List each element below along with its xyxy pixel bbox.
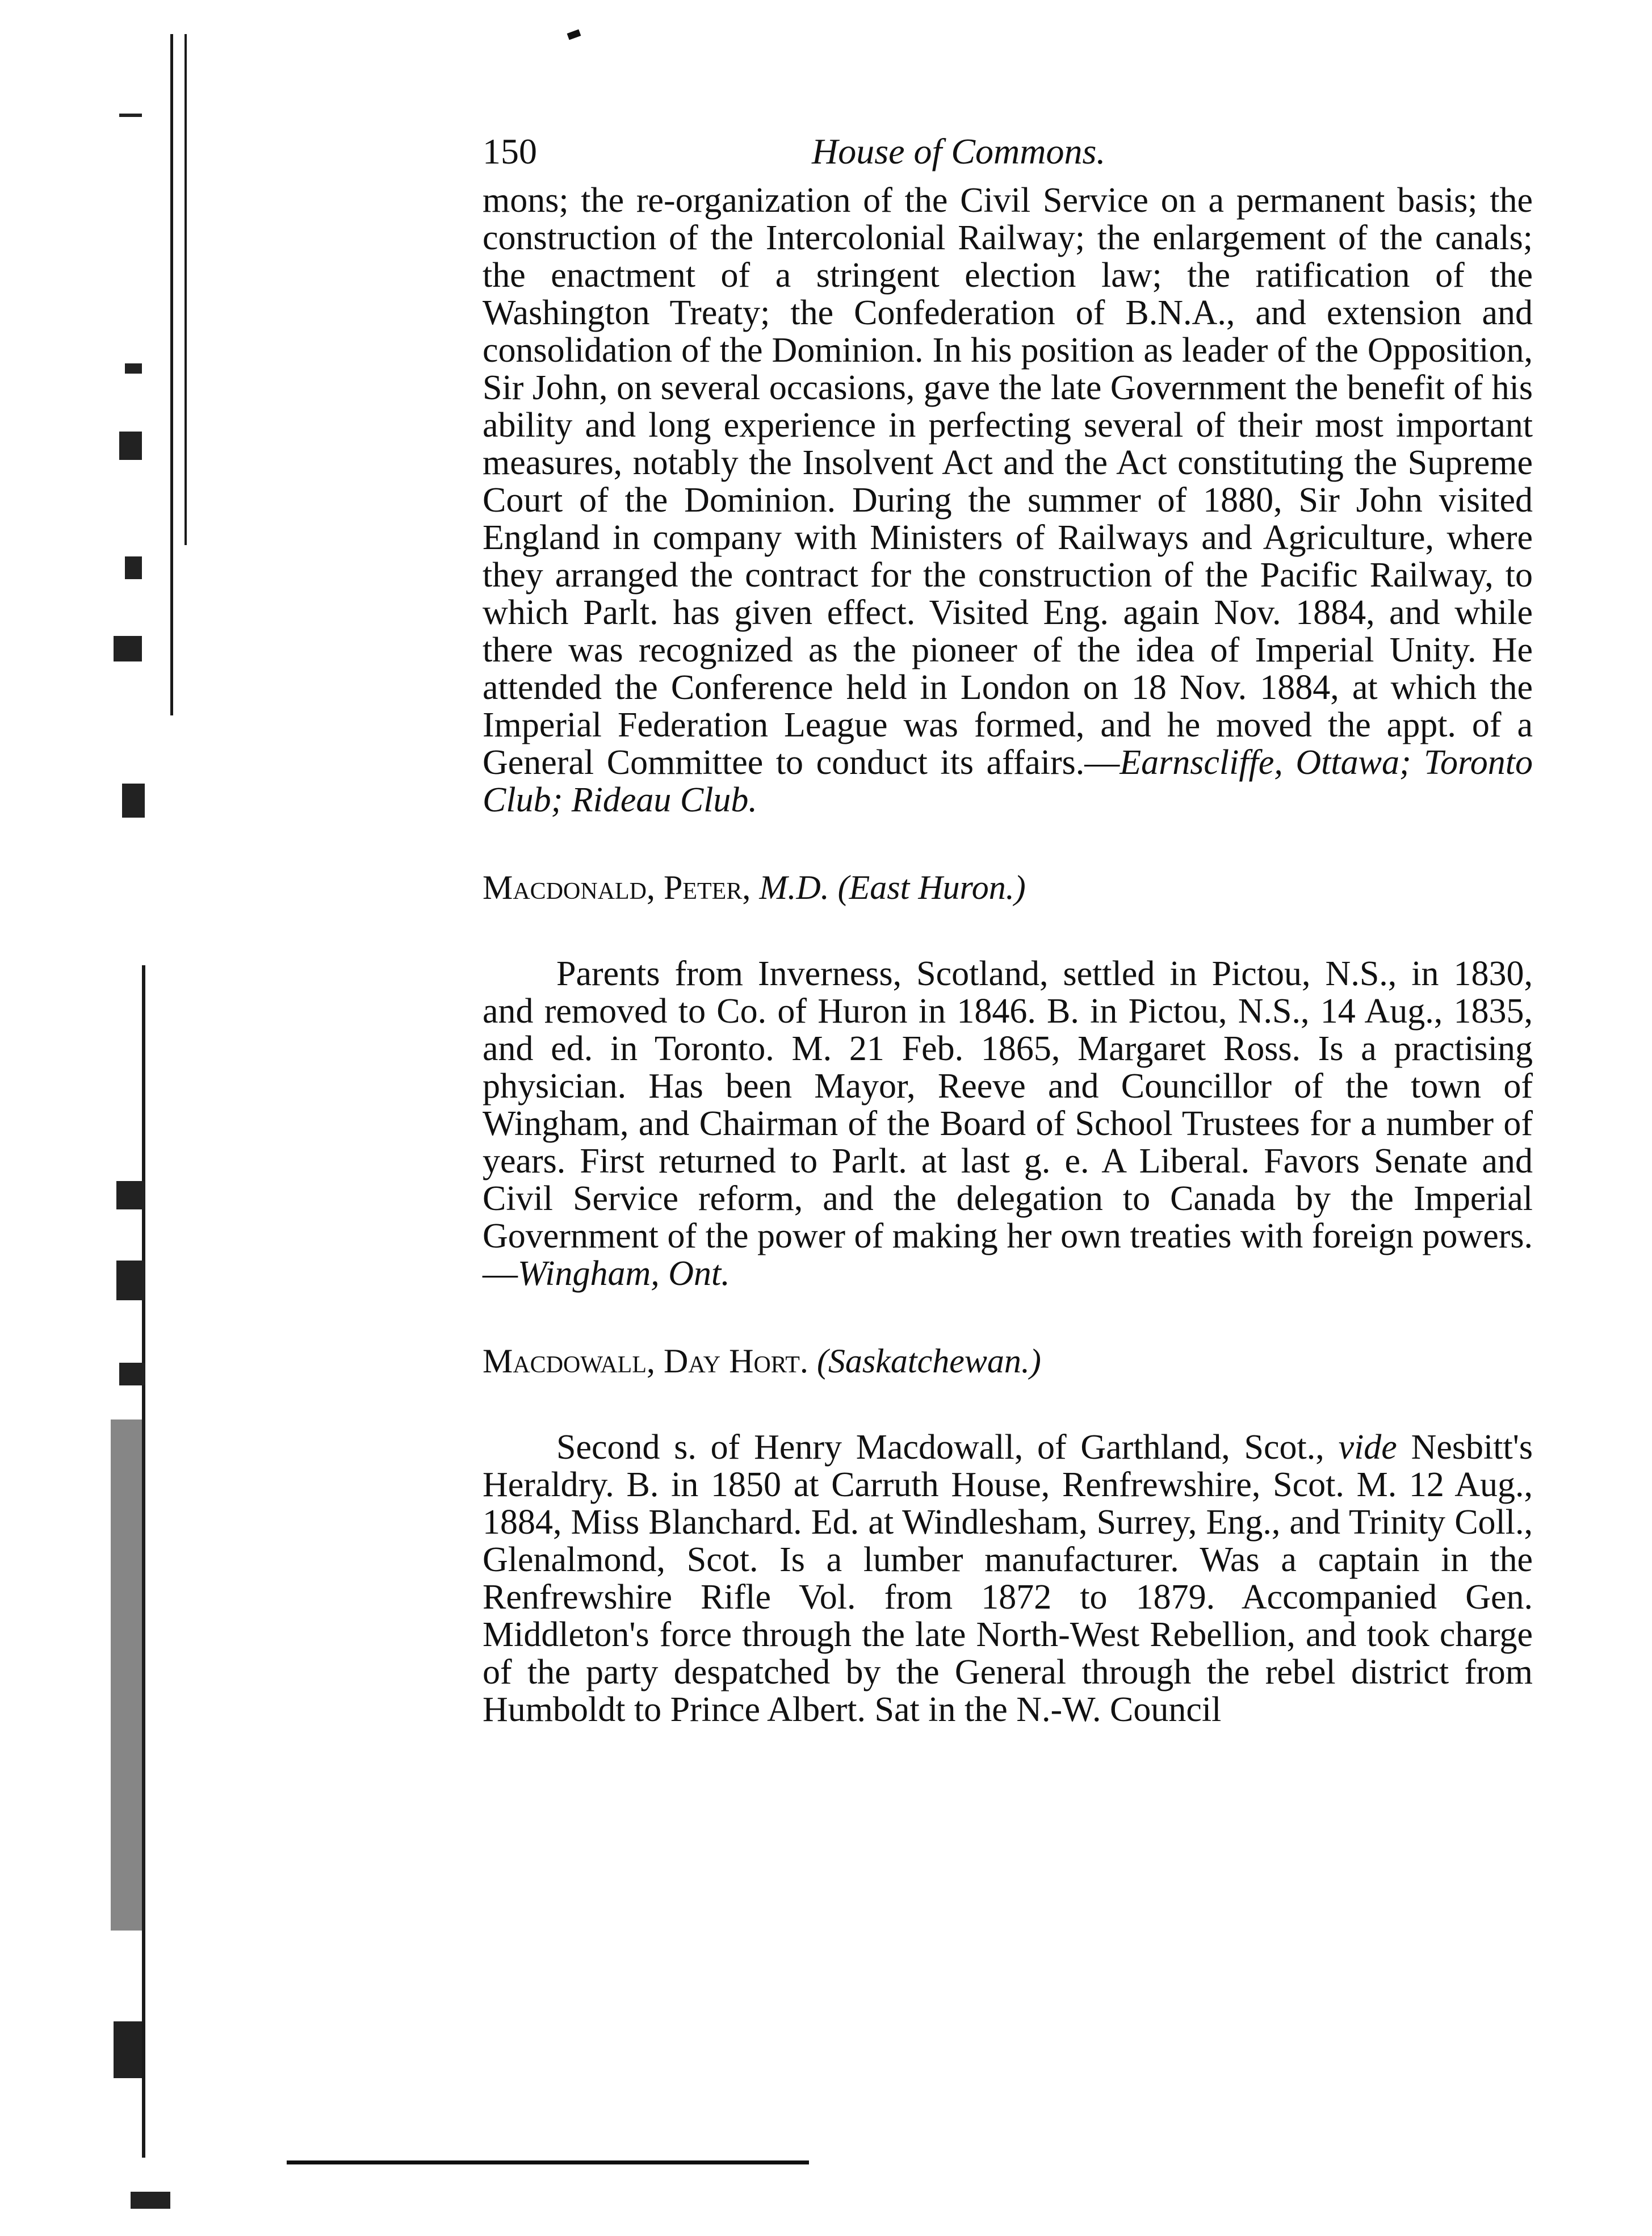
entry-paragraph-macdonald (483, 955, 1533, 1292)
entry-name: Macdowall, Day Hort. (483, 1342, 808, 1380)
top-ink-mark (567, 30, 581, 40)
entry-text-intro: Second s. of Henry Macdowall, of Garthland, Scot., (556, 1428, 1324, 1467)
entry-constituency: (Saskatchewan.) (816, 1342, 1041, 1380)
entry-name: Macdonald, Peter, (483, 869, 751, 906)
page-number: 150 (483, 131, 537, 171)
page-content (483, 131, 1533, 1728)
entry-residence: Wingham, Ont. (518, 1254, 730, 1293)
bottom-rule (287, 2160, 809, 2164)
header-title: House of Commons. (812, 131, 1106, 171)
entry-heading-macdowall (483, 1342, 1533, 1380)
entry-constituency: (East Huron.) (837, 869, 1026, 906)
entry-text: Nesbitt's Heraldry. B. in 1850 at Carruth House, Renfrewshire, Scot. M. 12 Aug., 1884, Miss Blanchard. Ed. at Windlesham, Surrey, Eng., and Trinity Coll., Glenalmond, Scot. Is a lumber manufacturer. Was a captain in the Renfrewshire Rifle Vol. from 1872 to 1879. Accompanied Gen. Middleton's force through the late North-West Rebellion, and took charge of the party despatched by the General through the rebel district from Humboldt to Prince Albert. Sat in the N.-W. Council (483, 1428, 1533, 1729)
binding-gutter (0, 0, 227, 2236)
continuation-residence: Earnscliffe, Ottawa; Toronto Club; Rideau Club. (483, 743, 1533, 819)
entry-paragraph-macdowall (483, 1429, 1533, 1728)
entry-heading-macdonald (483, 869, 1533, 906)
entry-text: Parents from Inverness, Scotland, settled in Pictou, N.S., in 1830, and removed to Co. of Huron in 1846. B. in Pictou, N.S., 14 Aug., 1835, and ed. in Toronto. M. 21 Feb. 1865, Margaret Ross. Is a practising physician. Has been Mayor, Reeve and Councillor of the town of Wingham, and Chairman of the Board of School Trustees for a number of years. First returned to Parlt. at last g. e. A Liberal. Favors Senate and Civil Service reform, and the delegation to Canada by the Imperial Government of the power of making her own treaties with foreign powers.— (483, 954, 1533, 1293)
entry-qualifier: M.D. (759, 869, 829, 906)
continuation-paragraph (483, 182, 1533, 819)
entry-vide: vide (1338, 1428, 1397, 1467)
running-head (483, 131, 1533, 182)
continuation-text: mons; the re-organization of the Civil Service on a permanent basis; the construction of the Intercolonial Railway; the enlargement of the canals; the enactment of a stringent election law; the ratification of the Washington Treaty; the Confederation of B.N.A., and extension and consolidation of the Dominion. In his position as leader of the Opposition, Sir John, on several occasions, gave the late Government the benefit of his ability and long experience in perfecting several of their most important measures, notably the Insolvent Act and the Act constituting the Supreme Court of the Dominion. During the summer of 1880, Sir John visited England in company with Ministers of Railways and Agriculture, where they arranged the contract for the construction of the Pacific Railway, to which Parlt. has given effect. Visited Eng. again Nov. 1884, and while there was recognized as the pioneer of the idea of Imperial Unity. He attended the Conference held in London on 18 Nov. 1884, at which the Imperial Federation League was formed, and he moved the appt. of a General Committee to conduct its affairs.— (483, 181, 1533, 782)
